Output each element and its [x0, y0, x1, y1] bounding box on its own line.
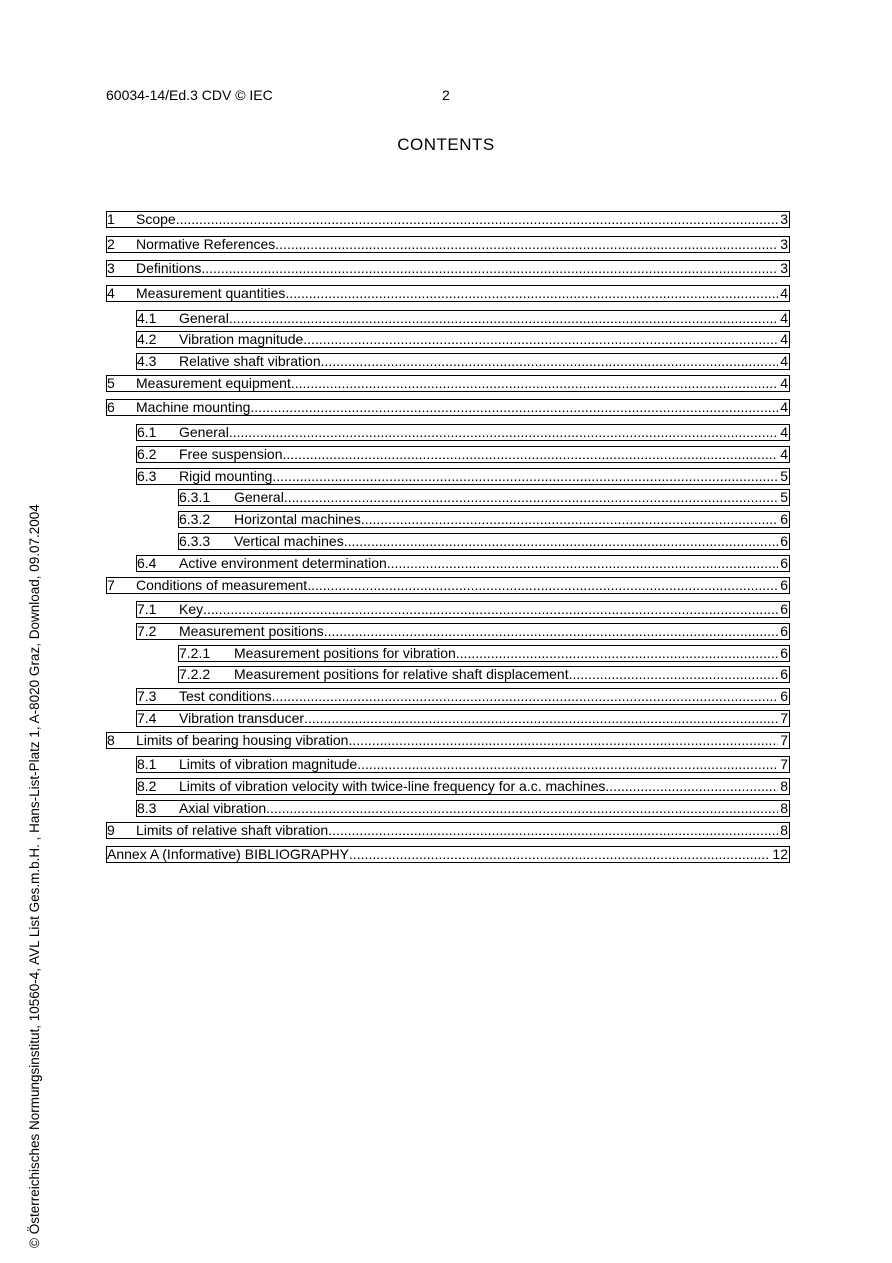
toc-entry-label: Relative shaft vibration	[179, 353, 321, 369]
toc-entry-label: Key	[179, 601, 204, 617]
toc-entry[interactable]	[136, 800, 790, 817]
toc-entry-label: Conditions of measurement	[136, 577, 308, 593]
toc-entry[interactable]	[178, 666, 790, 683]
toc-entry[interactable]	[106, 822, 790, 839]
toc-entry-number: 4	[107, 285, 115, 301]
toc-entry-label: Axial vibration	[179, 800, 267, 816]
toc-dot-leader	[272, 689, 779, 704]
toc-entry-page: 4	[780, 353, 788, 369]
toc-entry[interactable]	[136, 710, 790, 727]
toc-entry-number: 6.3.2	[179, 511, 211, 527]
toc-dot-leader	[307, 578, 778, 593]
toc-entry[interactable]	[106, 260, 790, 277]
toc-entry-page: 6	[780, 688, 788, 704]
toc-entry-page: 8	[780, 822, 788, 838]
toc-dot-leader	[361, 512, 778, 527]
toc-entry-page: 6	[780, 577, 788, 593]
toc-dot-leader	[605, 779, 778, 794]
toc-entry-label: Annex A (Informative) BIBLIOGRAPHY	[107, 846, 349, 862]
toc-entry-page: 7	[780, 710, 788, 726]
toc-entry-number: 9	[107, 822, 115, 838]
toc-entry-label: Test conditions	[179, 688, 272, 704]
toc-entry-label: Active environment determination	[179, 555, 387, 571]
toc-entry[interactable]	[106, 846, 790, 863]
toc-entry-page: 7	[780, 732, 788, 748]
toc-dot-leader	[387, 556, 778, 571]
toc-entry-label: Machine mounting	[136, 399, 251, 415]
toc-entry-page: 3	[780, 211, 788, 227]
toc-entry-label: General	[179, 310, 229, 326]
toc-dot-leader	[250, 400, 778, 415]
toc-entry[interactable]	[106, 732, 790, 749]
toc-entry[interactable]	[106, 577, 790, 594]
side-copyright-notice: © Österreichisches Normungsinstitut, 10560-4, AVL List Ges.m.b.H. , Hans-List-Platz 1, A-8020 Graz, Download, 09.07.2004	[27, 504, 42, 1248]
toc-entry-page: 4	[780, 285, 788, 301]
toc-entry[interactable]	[136, 756, 790, 773]
toc-entry[interactable]	[136, 555, 790, 572]
toc-entry[interactable]	[136, 468, 790, 485]
toc-dot-leader	[357, 757, 778, 772]
toc-entry[interactable]	[106, 211, 790, 228]
toc-entry-number: 6.3	[137, 468, 157, 484]
toc-entry-page: 6	[780, 555, 788, 571]
toc-entry-label: Limits of relative shaft vibration	[136, 822, 329, 838]
header-page-number: 2	[442, 87, 450, 103]
toc-entry-page: 4	[780, 310, 788, 326]
toc-entry-label: Horizontal machines	[234, 511, 361, 527]
toc-dot-leader	[456, 646, 778, 661]
toc-entry[interactable]	[136, 424, 790, 441]
toc-dot-leader	[303, 332, 778, 347]
toc-entry[interactable]	[106, 285, 790, 302]
toc-entry-label: Limits of vibration velocity with twice-line frequency for a.c. machines	[179, 778, 606, 794]
toc-entry-number: 7.3	[137, 688, 157, 704]
toc-entry-number: 7.1	[137, 601, 157, 617]
toc-dot-leader	[291, 376, 778, 391]
toc-entry-label: Measurement positions	[179, 623, 324, 639]
toc-dot-leader	[201, 261, 778, 276]
toc-entry-label: Limits of vibration magnitude	[179, 756, 358, 772]
toc-dot-leader	[272, 469, 778, 484]
toc-entry[interactable]	[178, 645, 790, 662]
toc-entry-label: Measurement positions for relative shaft displacement	[234, 666, 569, 682]
toc-entry[interactable]	[178, 511, 790, 528]
toc-dot-leader	[324, 624, 778, 639]
toc-entry[interactable]	[136, 623, 790, 640]
toc-entry-number: 8.3	[137, 800, 157, 816]
toc-dot-leader	[229, 311, 778, 326]
toc-entry-page: 7	[780, 756, 788, 772]
toc-entry-page: 8	[780, 800, 788, 816]
toc-entry-page: 6	[780, 533, 788, 549]
toc-entry-page: 6	[780, 511, 788, 527]
toc-entry-page: 4	[780, 375, 788, 391]
toc-entry-page: 3	[780, 260, 788, 276]
toc-entry-number: 6.3.3	[179, 533, 211, 549]
toc-entry-number: 7.4	[137, 710, 157, 726]
toc-entry-number: 8	[107, 732, 115, 748]
toc-dot-leader	[304, 711, 778, 726]
toc-dot-leader	[321, 354, 779, 369]
toc-entry-number: 8.2	[137, 778, 157, 794]
toc-entry-page: 12	[772, 846, 788, 862]
toc-entry-page: 3	[780, 236, 788, 252]
toc-entry-label: Measurement positions for vibration	[234, 645, 456, 661]
toc-entry-number: 4.3	[137, 353, 157, 369]
toc-entry[interactable]	[136, 331, 790, 348]
toc-entry-label: Vertical machines	[234, 533, 344, 549]
toc-entry-page: 5	[780, 489, 788, 505]
toc-entry-label: Vibration magnitude	[179, 331, 304, 347]
toc-dot-leader	[284, 490, 778, 505]
toc-entry-page: 8	[780, 778, 788, 794]
toc-dot-leader	[349, 847, 770, 862]
toc-entry[interactable]	[106, 399, 790, 416]
toc-dot-leader	[328, 823, 778, 838]
toc-entry-number: 7.2	[137, 623, 157, 639]
toc-entry-number: 6.3.1	[179, 489, 211, 505]
header-doc-id: 60034-14/Ed.3 CDV © IEC	[106, 87, 273, 103]
toc-entry[interactable]	[178, 489, 790, 506]
toc-entry-page: 4	[780, 331, 788, 347]
toc-entry[interactable]	[136, 601, 790, 618]
toc-entry[interactable]	[178, 533, 790, 550]
toc-entry-label: Definitions	[136, 260, 202, 276]
toc-entry-number: 7.2.2	[179, 666, 211, 682]
toc-entry-page: 4	[780, 399, 788, 415]
toc-entry-label: Limits of bearing housing vibration	[136, 732, 349, 748]
toc-entry-label: Measurement equipment	[136, 375, 291, 391]
toc-dot-leader	[348, 733, 778, 748]
toc-entry-page: 6	[780, 666, 788, 682]
toc-entry-number: 2	[107, 236, 115, 252]
toc-dot-leader	[203, 602, 778, 617]
toc-dot-leader	[275, 237, 778, 252]
toc-entry-label: Normative References	[136, 236, 276, 252]
toc-entry[interactable]	[136, 778, 790, 795]
toc-entry-page: 5	[780, 468, 788, 484]
toc-entry-page: 4	[780, 446, 788, 462]
toc-entry-label: Scope	[136, 211, 176, 227]
toc-entry-number: 6.1	[137, 424, 157, 440]
toc-entry-number: 7.2.1	[179, 645, 211, 661]
toc-entry-number: 3	[107, 260, 115, 276]
toc-entry[interactable]	[136, 353, 790, 370]
toc-entry-page: 6	[780, 601, 788, 617]
toc-dot-leader	[266, 801, 778, 816]
toc-entry-page: 4	[780, 424, 788, 440]
toc-entry[interactable]	[106, 375, 790, 392]
toc-entry-number: 6.4	[137, 555, 157, 571]
toc-dot-leader	[569, 667, 779, 682]
toc-dot-leader	[283, 447, 779, 462]
toc-entry-label: Vibration transducer	[179, 710, 305, 726]
toc-dot-leader	[176, 212, 779, 227]
toc-entry[interactable]	[136, 688, 790, 705]
toc-entry-page: 6	[780, 623, 788, 639]
toc-entry-number: 4.1	[137, 310, 157, 326]
toc-entry-number: 6	[107, 399, 115, 415]
toc-entry-number: 4.2	[137, 331, 157, 347]
page-title: CONTENTS	[397, 135, 495, 154]
toc-entry-page: 6	[780, 645, 788, 661]
toc-entry-label: General	[234, 489, 284, 505]
toc-entry-number: 7	[107, 577, 115, 593]
toc-entry-label: General	[179, 424, 229, 440]
toc-dot-leader	[344, 534, 778, 549]
toc-entry[interactable]	[136, 310, 790, 327]
toc-entry-number: 5	[107, 375, 115, 391]
toc-entry-label: Measurement quantities	[136, 285, 286, 301]
toc-entry-number: 8.1	[137, 756, 157, 772]
toc-dot-leader	[229, 425, 778, 440]
toc-dot-leader	[285, 286, 778, 301]
toc-entry-label: Rigid mounting	[179, 468, 273, 484]
toc-entry-label: Free suspension	[179, 446, 283, 462]
toc-entry[interactable]	[106, 236, 790, 253]
toc-entry-number: 1	[107, 211, 115, 227]
toc-entry-number: 6.2	[137, 446, 157, 462]
toc-entry[interactable]	[136, 446, 790, 463]
